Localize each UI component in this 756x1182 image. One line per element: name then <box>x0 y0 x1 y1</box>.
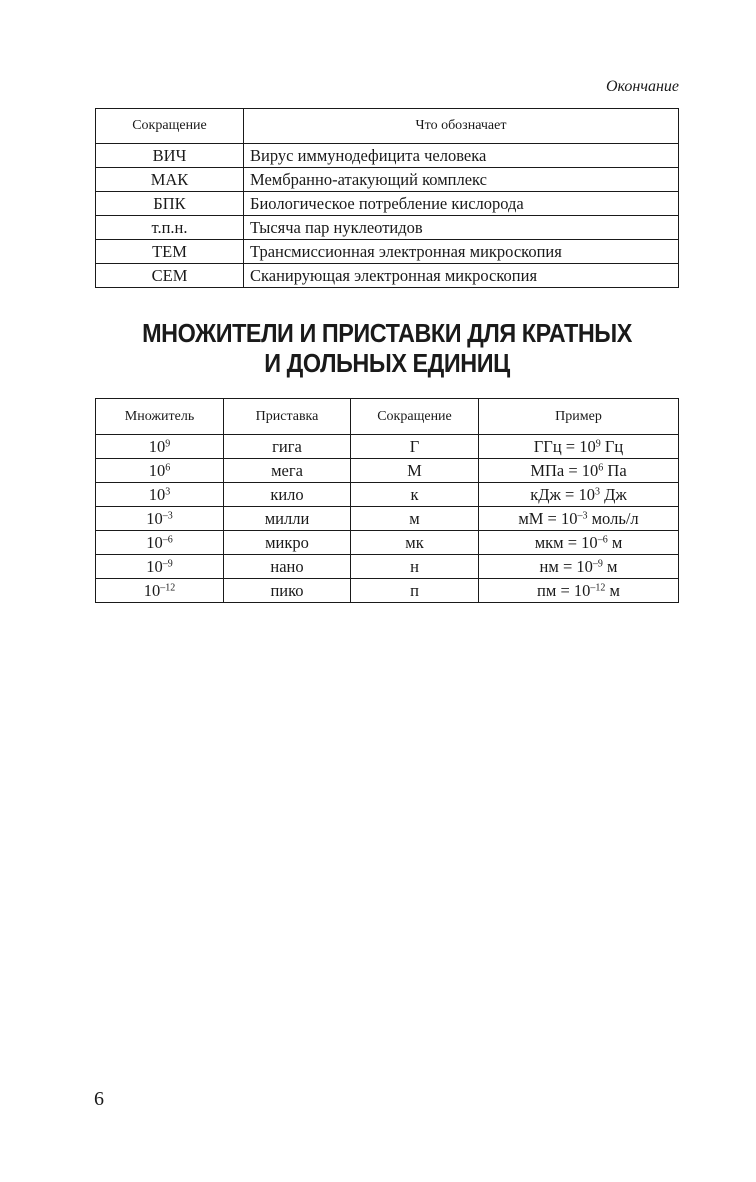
example-exponent: –6 <box>597 534 608 545</box>
prefix-cell: гига <box>224 435 351 459</box>
example-exponent: –12 <box>590 582 606 593</box>
example-exponent: 3 <box>594 486 600 497</box>
multiplier-exponent: 9 <box>165 438 171 449</box>
abbreviation-cell: к <box>351 483 479 507</box>
meaning-cell: Трансмиссионная электронная микроскопия <box>244 240 679 264</box>
abbreviation-cell: ТЕМ <box>96 240 244 264</box>
table-row <box>96 240 679 264</box>
example-unit: м <box>602 556 618 576</box>
example-unit: Гц <box>600 436 624 456</box>
example-unit: м <box>605 580 620 600</box>
meaning-cell: Мембранно-атакующий комплекс <box>244 168 679 192</box>
abbreviation-cell: М <box>351 459 479 483</box>
prefix-cell: милли <box>224 507 351 531</box>
example-text: ГГц = 10 <box>533 436 596 456</box>
meaning-cell: Биологическое потребление кислорода <box>244 192 679 216</box>
multiplier-exponent: 3 <box>165 486 171 497</box>
example-unit: м <box>607 532 623 552</box>
header-abbreviation: Сокращение <box>96 109 244 144</box>
example-text: МПа = 10 <box>530 460 599 480</box>
multiplier-cell <box>96 531 224 555</box>
page-number: 6 <box>94 1088 104 1110</box>
abbreviation-cell: т.п.н. <box>96 216 244 240</box>
multiplier-base: 10 <box>146 532 163 552</box>
header-multiplier: Множитель <box>96 399 224 435</box>
example-cell <box>479 531 679 555</box>
abbreviation-cell: Г <box>351 435 479 459</box>
example-text: пм = 10 <box>537 580 591 600</box>
prefix-cell: нано <box>224 555 351 579</box>
header-meaning: Что обозначает <box>244 109 679 144</box>
table-row <box>96 435 679 459</box>
prefix-cell: мега <box>224 459 351 483</box>
multiplier-base: 10 <box>148 484 166 504</box>
meaning-cell: Сканирующая электронная микроскопия <box>244 264 679 288</box>
multiplier-base: 10 <box>148 436 166 456</box>
section-title-line2: И ДОЛЬНЫХ ЕДИНИЦ <box>264 348 510 378</box>
section-title-line1: МНОЖИТЕЛИ И ПРИСТАВКИ ДЛЯ КРАТНЫХ <box>142 318 632 348</box>
multiplier-cell <box>96 507 224 531</box>
table-row <box>96 264 679 288</box>
prefix-cell: микро <box>224 531 351 555</box>
multiplier-cell <box>96 483 224 507</box>
abbreviations-body <box>96 144 679 288</box>
continuation-label: Окончание <box>605 78 679 95</box>
multiplier-base: 10 <box>146 508 163 528</box>
header-prefix: Приставка <box>224 399 351 435</box>
table-row <box>96 579 679 603</box>
meaning-cell: Тысяча пар нуклеотидов <box>244 216 679 240</box>
abbreviation-cell: мк <box>351 531 479 555</box>
table-row <box>96 555 679 579</box>
example-text: нм = 10 <box>539 556 593 576</box>
multiplier-cell <box>96 579 224 603</box>
example-unit: Дж <box>599 484 627 504</box>
example-cell <box>479 507 679 531</box>
example-cell <box>479 555 679 579</box>
abbreviation-cell: п <box>351 579 479 603</box>
multiplier-exponent: –12 <box>160 582 176 593</box>
multipliers-table <box>95 398 679 603</box>
table-row <box>96 144 679 168</box>
abbreviation-cell: н <box>351 555 479 579</box>
table-row <box>96 531 679 555</box>
multiplier-cell <box>96 459 224 483</box>
example-exponent: –9 <box>592 558 603 569</box>
abbreviation-cell: м <box>351 507 479 531</box>
example-text: мМ = 10 <box>518 508 578 528</box>
table-header-row <box>96 109 679 144</box>
multiplier-exponent: –3 <box>162 510 173 521</box>
multiplier-exponent: –6 <box>162 534 173 545</box>
example-exponent: 9 <box>595 438 601 449</box>
example-cell <box>479 483 679 507</box>
example-unit: моль/л <box>587 508 639 528</box>
table-row <box>96 483 679 507</box>
multiplier-base: 10 <box>143 580 161 600</box>
example-unit: Па <box>603 460 627 480</box>
example-cell <box>479 459 679 483</box>
multiplier-exponent: 6 <box>165 462 171 473</box>
multiplier-base: 10 <box>146 556 163 576</box>
abbreviations-table <box>95 108 679 288</box>
abbreviation-cell: СЕМ <box>96 264 244 288</box>
prefix-cell: пико <box>224 579 351 603</box>
header-abbreviation: Сокращение <box>351 399 479 435</box>
abbreviation-cell: БПК <box>96 192 244 216</box>
example-cell <box>479 435 679 459</box>
multiplier-cell <box>96 435 224 459</box>
table-row <box>96 216 679 240</box>
abbreviation-cell: МАК <box>96 168 244 192</box>
example-text: мкм = 10 <box>534 532 598 552</box>
multipliers-body <box>96 435 679 603</box>
table-header-row <box>96 399 679 435</box>
multiplier-cell <box>96 555 224 579</box>
section-title <box>124 318 650 378</box>
example-cell <box>479 579 679 603</box>
example-exponent: 6 <box>598 462 604 473</box>
meaning-cell: Вирус иммунодефицита человека <box>244 144 679 168</box>
multiplier-exponent: –9 <box>162 558 173 569</box>
abbreviation-cell: ВИЧ <box>96 144 244 168</box>
header-example: Пример <box>479 399 679 435</box>
prefix-cell: кило <box>224 483 351 507</box>
table-row <box>96 192 679 216</box>
multiplier-base: 10 <box>148 460 166 480</box>
example-exponent: –3 <box>577 510 588 521</box>
table-row <box>96 168 679 192</box>
table-row <box>96 507 679 531</box>
example-text: кДж = 10 <box>530 484 595 504</box>
table-row <box>96 459 679 483</box>
